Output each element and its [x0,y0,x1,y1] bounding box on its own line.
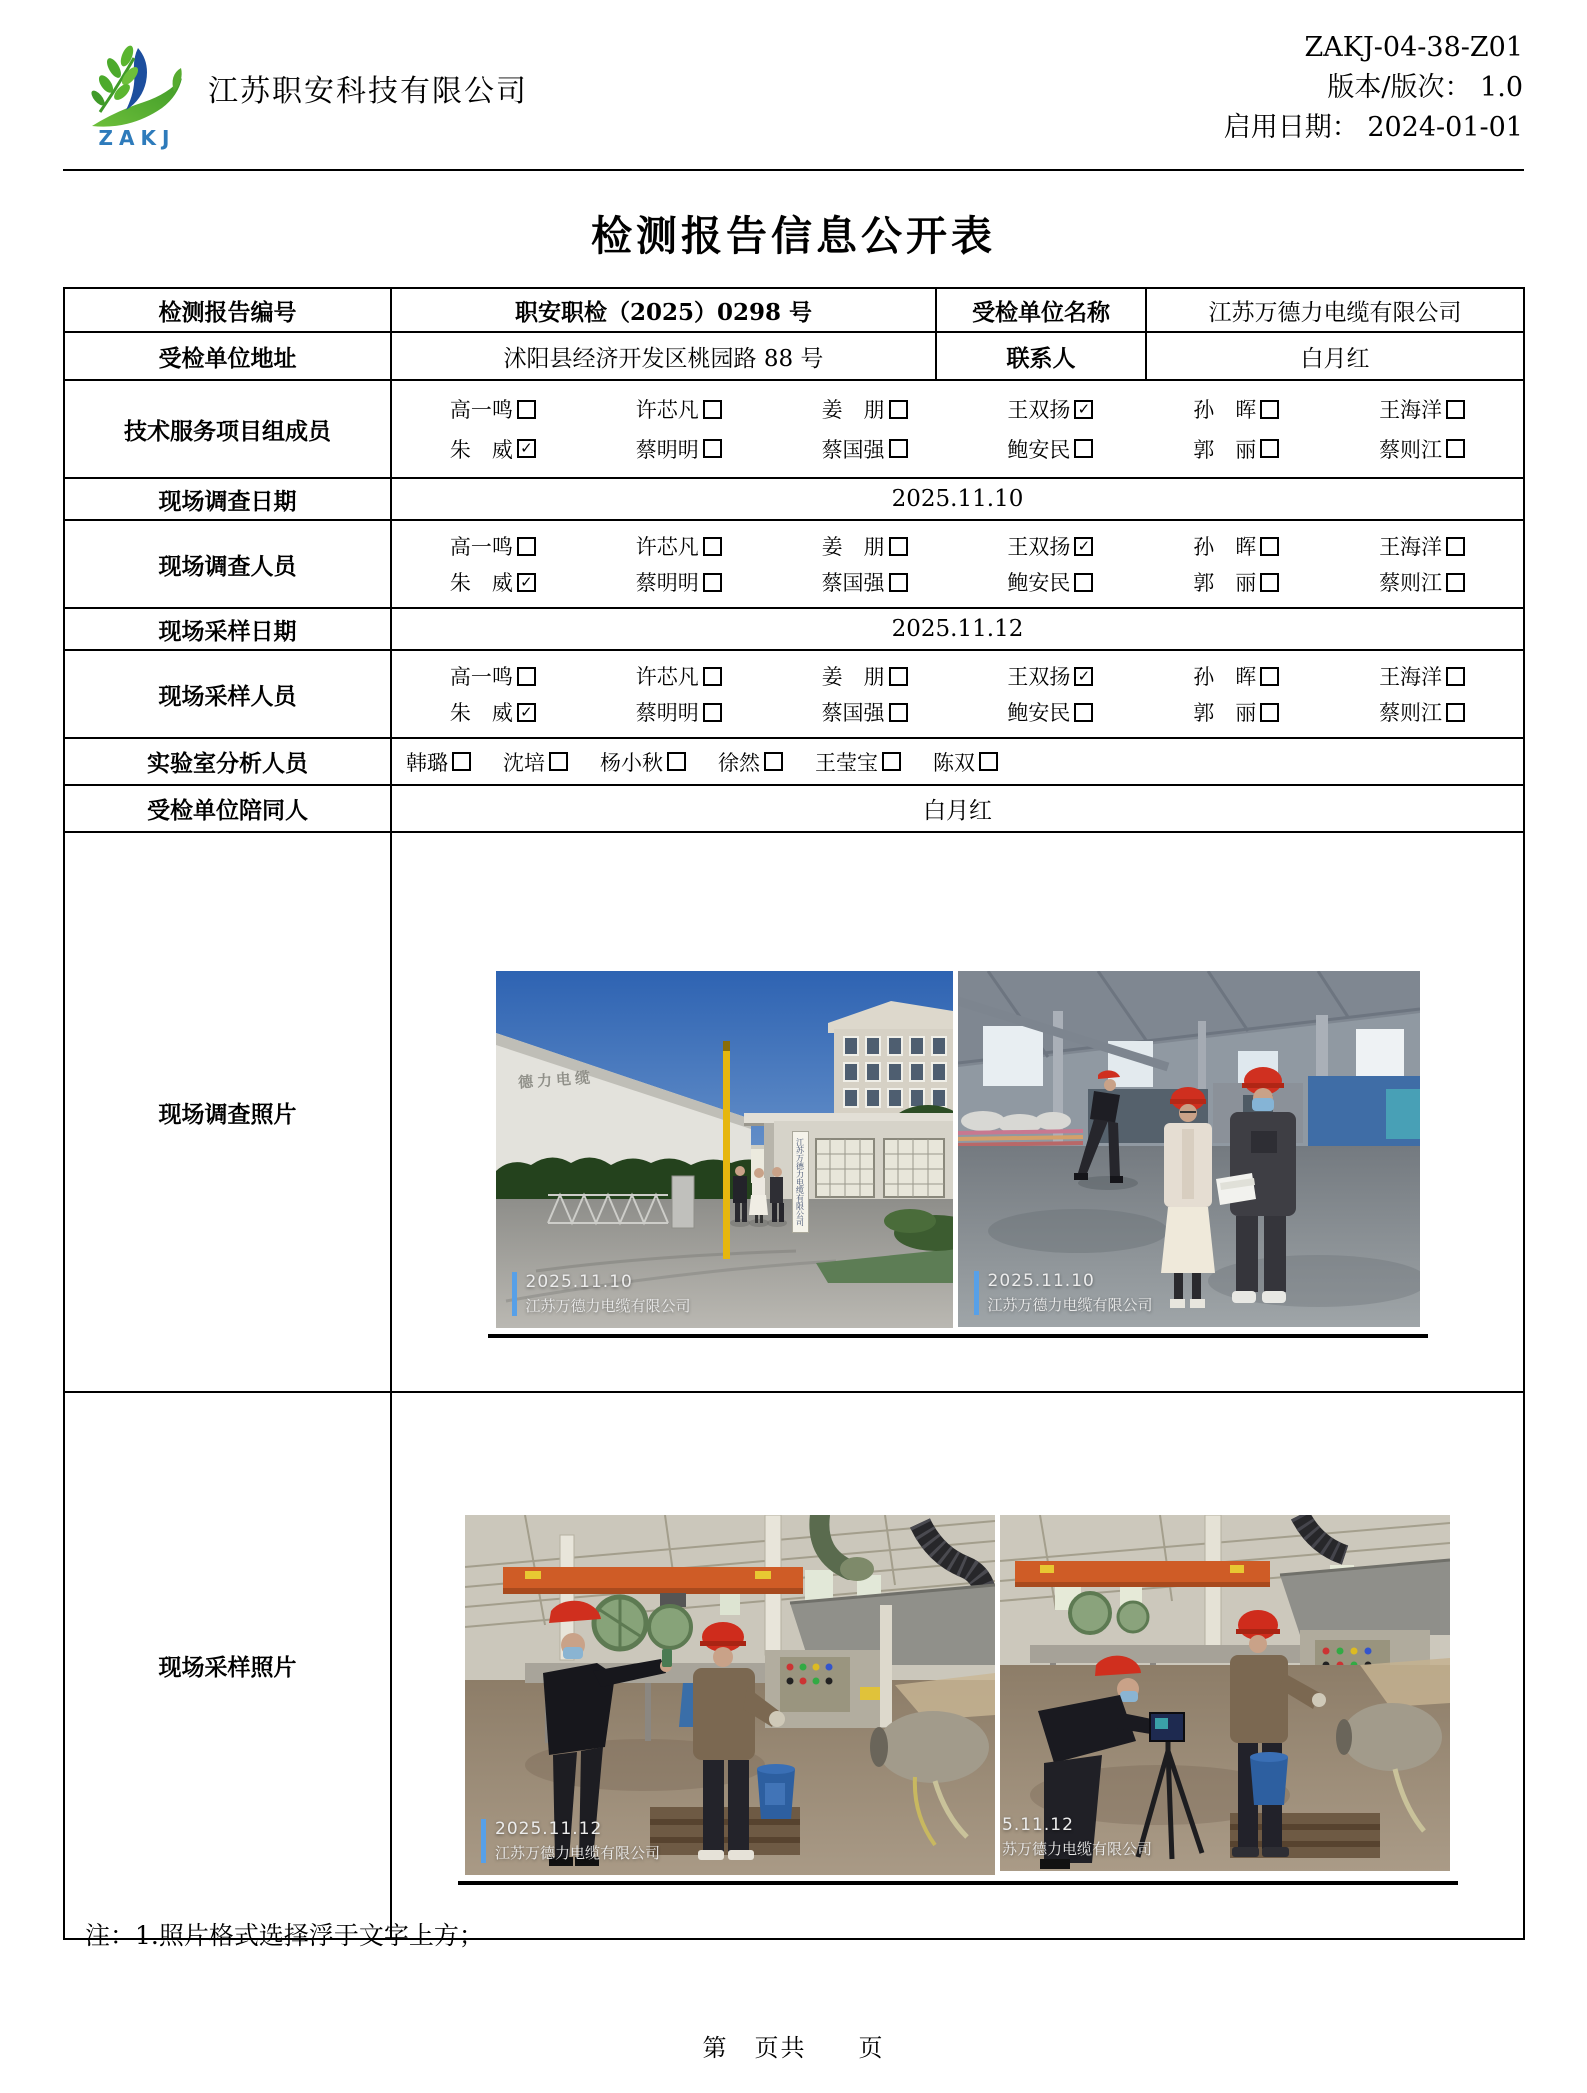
person-checkbox [1260,400,1279,419]
factory-wall-sign: 德力电缆 [516,1067,595,1092]
person-checkbox [764,752,783,771]
tech-members-label: 技术服务项目组成员 [64,380,391,478]
person-checkbox [703,439,722,458]
person-checkbox [889,439,908,458]
person-option [503,747,568,777]
watermark-date: 2025.11.10 [987,1270,1095,1291]
accompany-value: 白月红 [391,785,1524,832]
person-checkbox [1260,667,1279,686]
table-row [64,332,1524,380]
person-option [400,697,586,727]
table-row [64,380,1524,478]
person-checkbox [1260,439,1279,458]
person-option [600,747,686,777]
person-checkbox: ✓ [1074,537,1093,556]
sampling-photos-label: 现场采样照片 [64,1392,391,1939]
table-row [64,478,1524,520]
person-checkbox [889,703,908,722]
page-number-footer: 第 页共 页 [702,2034,885,2062]
person-checkbox: ✓ [517,573,536,592]
person-option [957,697,1143,727]
survey-photo-workshop [958,971,1420,1327]
sampling-photo-1 [465,1515,995,1875]
person-name: 许芯凡 [635,665,699,689]
person-name: 鲍安民 [1007,437,1071,462]
person-option [1329,394,1515,424]
person-checkbox [1446,439,1465,458]
person-checkbox [1446,703,1465,722]
person-name: 王双扬 [1007,665,1071,689]
person-checkbox [1074,703,1093,722]
person-name: 蔡国强 [821,437,885,462]
contact-value: 白月红 [1146,332,1524,380]
person-option [1143,697,1329,727]
person-checkbox [703,573,722,592]
person-name: 姜 朋 [821,398,885,423]
person-checkbox [979,752,998,771]
person-option [1329,531,1515,561]
person-option [406,747,471,777]
person-checkbox [1260,537,1279,556]
person-option [718,747,783,777]
watermark-company: 苏万德力电缆有限公司 [1002,1839,1153,1858]
person-option [772,531,958,561]
person-name: 蔡明明 [635,437,699,462]
sampling-personnel-grid [392,651,1523,737]
person-name: 郭 丽 [1193,571,1257,595]
person-option [400,567,586,597]
person-name: 朱 威 [449,437,513,462]
person-name: 鲍安民 [1007,701,1071,725]
person-name: 王双扬 [1007,398,1071,423]
sampling-photo-2 [1000,1515,1450,1871]
person-checkbox [1446,573,1465,592]
tech-members-grid [392,381,1523,477]
logo-text: ZAKJ [98,126,176,150]
sampling-date-label: 现场采样日期 [64,608,391,650]
person-option [586,531,772,561]
person-option [1329,567,1515,597]
person-checkbox [1446,537,1465,556]
person-option [772,434,958,464]
person-option [957,567,1143,597]
person-name: 郭 丽 [1193,437,1257,462]
contact-label: 联系人 [936,332,1146,380]
photo-watermark [512,1272,691,1316]
survey-date-value: 2025.11.10 [391,478,1524,520]
person-option [957,531,1143,561]
sampling-date-value: 2025.11.12 [391,608,1524,650]
table-row [64,785,1524,832]
person-checkbox [667,752,686,771]
person-option [1329,697,1515,727]
person-name: 孙 晖 [1193,665,1257,689]
person-name: 蔡则江 [1379,571,1443,595]
info-table [63,287,1525,1940]
person-option [586,567,772,597]
person-option [1329,661,1515,691]
person-checkbox [889,400,908,419]
person-checkbox [703,703,722,722]
sampling-personnel-label: 现场采样人员 [64,650,391,738]
person-name: 杨小秋 [600,750,663,775]
person-name: 王海洋 [1379,665,1443,689]
person-option [586,661,772,691]
person-checkbox [1260,703,1279,722]
company-logo [72,34,202,150]
person-name: 蔡则江 [1379,437,1443,462]
person-name: 蔡国强 [821,571,885,595]
person-option [815,747,901,777]
table-row [64,608,1524,650]
person-option [772,567,958,597]
person-checkbox [1074,439,1093,458]
page-title: 检测报告信息公开表 [591,212,996,260]
person-option [1143,661,1329,691]
company-name: 江苏职安科技有限公司 [208,74,528,109]
person-name: 王海洋 [1379,535,1443,559]
footnote: 注：1.照片格式选择浮于文字上方； [85,1921,484,1950]
table-row [64,650,1524,738]
person-option [1143,394,1329,424]
person-name: 许芯凡 [635,398,699,423]
person-name: 蔡则江 [1379,701,1443,725]
header-divider [63,169,1524,171]
person-option [400,394,586,424]
person-checkbox [889,573,908,592]
person-checkbox [703,400,722,419]
person-option [957,434,1143,464]
gatehouse-sign: 江苏万德力电缆有限公司 [792,1131,809,1233]
person-checkbox: ✓ [1074,400,1093,419]
person-name: 孙 晖 [1193,535,1257,559]
watermark-date: 5.11.12 [1002,1814,1074,1835]
unit-name-label: 受检单位名称 [936,288,1146,332]
person-checkbox [549,752,568,771]
person-option [772,697,958,727]
doc-meta [1224,28,1523,148]
report-no-label: 检测报告编号 [64,288,391,332]
person-name: 蔡明明 [635,701,699,725]
person-option [957,661,1143,691]
logo-graphic [78,34,196,130]
survey-photo-gate [496,971,953,1328]
person-checkbox [889,667,908,686]
person-checkbox [703,537,722,556]
unit-name-value: 江苏万德力电缆有限公司 [1146,288,1524,332]
person-option [1143,567,1329,597]
person-checkbox [889,537,908,556]
lab-personnel-grid [392,739,1523,784]
person-name: 朱 威 [449,571,513,595]
report-no-value: 职安职检（2025）0298 号 [391,288,936,332]
person-checkbox [1446,667,1465,686]
person-checkbox [517,400,536,419]
person-option [772,394,958,424]
watermark-date: 2025.11.12 [495,1818,603,1839]
doc-enable-date: 启用日期： 2024-01-01 [1223,112,1523,143]
person-name: 高一鸣 [449,665,513,689]
person-name: 蔡国强 [821,701,885,725]
watermark-company: 江苏万德力电缆有限公司 [525,1296,691,1315]
person-name: 鲍安民 [1007,571,1071,595]
person-name: 徐然 [718,750,760,775]
person-checkbox: ✓ [517,439,536,458]
person-checkbox [517,667,536,686]
survey-date-label: 现场调查日期 [64,478,391,520]
table-row [64,832,1524,1392]
person-option [586,697,772,727]
person-option [586,394,772,424]
lab-personnel-label: 实验室分析人员 [64,738,391,785]
person-option [400,434,586,464]
person-checkbox [703,667,722,686]
person-name: 韩璐 [406,750,448,775]
table-row [64,288,1524,332]
person-name: 王海洋 [1379,398,1443,423]
person-name: 王双扬 [1007,535,1071,559]
person-option [957,394,1143,424]
person-checkbox [452,752,471,771]
person-option [400,661,586,691]
person-option [586,434,772,464]
table-row [64,520,1524,608]
survey-personnel-label: 现场调查人员 [64,520,391,608]
person-option [1329,434,1515,464]
person-checkbox [1446,400,1465,419]
unit-addr-label: 受检单位地址 [64,332,391,380]
person-name: 许芯凡 [635,535,699,559]
person-checkbox [517,537,536,556]
person-checkbox: ✓ [1074,667,1093,686]
doc-version: 版本/版次： 1.0 [1327,72,1523,103]
photo-watermark [481,1819,660,1863]
table-row [64,1392,1524,1939]
person-checkbox: ✓ [517,703,536,722]
photo-underline [488,1334,1428,1338]
person-option [1143,434,1329,464]
unit-addr-value: 沭阳县经济开发区桃园路 88 号 [391,332,936,380]
photo-underline [458,1881,1458,1885]
person-name: 陈双 [933,750,975,775]
person-name: 高一鸣 [449,398,513,423]
photo-watermark [1000,1815,1152,1859]
person-name: 王莹宝 [815,750,878,775]
survey-photos-label: 现场调查照片 [64,832,391,1392]
person-option [1143,531,1329,561]
accompany-label: 受检单位陪同人 [64,785,391,832]
person-name: 姜 朋 [821,535,885,559]
person-name: 蔡明明 [635,571,699,595]
person-name: 姜 朋 [821,665,885,689]
person-name: 郭 丽 [1193,701,1257,725]
watermark-date: 2025.11.10 [525,1271,633,1292]
doc-code: ZAKJ-04-38-Z01 [1304,32,1523,63]
survey-personnel-grid [392,521,1523,607]
person-checkbox [882,752,901,771]
person-option [772,661,958,691]
person-name: 孙 晖 [1193,398,1257,423]
person-name: 朱 威 [449,701,513,725]
table-row [64,738,1524,785]
person-option [933,747,998,777]
watermark-company: 江苏万德力电缆有限公司 [495,1843,661,1862]
person-checkbox [1260,573,1279,592]
photo-watermark [974,1271,1153,1315]
person-checkbox [1074,573,1093,592]
person-name: 沈培 [503,750,545,775]
person-option [400,531,586,561]
person-name: 高一鸣 [449,535,513,559]
watermark-company: 江苏万德力电缆有限公司 [987,1295,1153,1314]
